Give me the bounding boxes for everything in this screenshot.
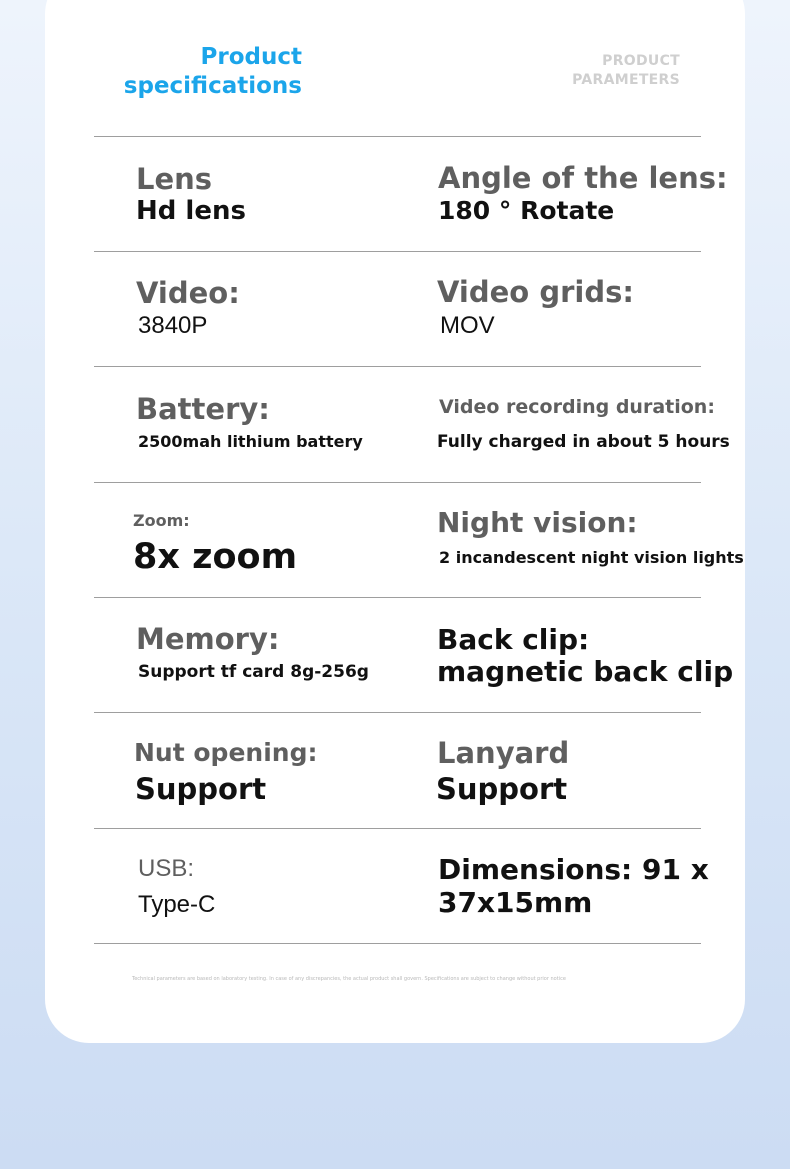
spec-value-lens-angle: 180 ° Rotate	[438, 196, 615, 225]
divider	[94, 136, 701, 137]
spec-value-memory: Support tf card 8g-256g	[138, 662, 369, 682]
page-subtitle	[540, 52, 680, 90]
subtitle-line-1: PRODUCT	[602, 53, 680, 69]
spec-value-battery: 2500mah lithium battery	[138, 432, 363, 451]
spec-value-nut-opening: Support	[135, 772, 267, 806]
title-line-1: Product	[200, 44, 302, 70]
spec-label-video: Video:	[136, 276, 240, 310]
divider	[94, 482, 701, 483]
divider	[94, 712, 701, 713]
disclaimer-footnote: Technical parameters are based on laboratory testing. In case of any discrepancies, the actual product shall govern. Specifications are subject to change without prior notice	[132, 976, 566, 982]
spec-value-night-vision: 2 incandescent night vision lights	[439, 548, 744, 567]
spec-value-usb: Type-C	[138, 891, 216, 918]
spec-value-video-grids: MOV	[440, 312, 495, 339]
spec-label-lanyard: Lanyard	[437, 736, 570, 770]
spec-label-memory: Memory:	[136, 622, 280, 656]
divider	[94, 366, 701, 367]
spec-value-zoom: 8x zoom	[133, 537, 298, 577]
divider	[94, 251, 701, 252]
spec-label-battery: Battery:	[136, 392, 270, 426]
spec-label-back-clip: Back clip:	[437, 623, 590, 656]
spec-label-recording-duration: Video recording duration:	[439, 396, 715, 418]
spec-value-lens: Hd lens	[136, 196, 246, 226]
spec-label-zoom: Zoom:	[133, 511, 190, 530]
spec-label-video-grids: Video grids:	[437, 275, 634, 309]
spec-label-night-vision: Night vision:	[437, 506, 638, 539]
title-line-2: specifications	[123, 73, 302, 99]
spec-label-dimensions: Dimensions: 91 x	[438, 853, 709, 886]
page-title	[120, 43, 302, 101]
spec-value-dimensions: 37x15mm	[438, 886, 593, 919]
spec-value-back-clip: magnetic back clip	[437, 655, 734, 688]
divider	[94, 943, 701, 944]
divider	[94, 597, 701, 598]
spec-label-nut-opening: Nut opening:	[134, 738, 318, 767]
spec-value-video: 3840P	[138, 312, 208, 339]
spec-label-lens: Lens	[136, 162, 213, 196]
spec-label-lens-angle: Angle of the lens:	[438, 161, 728, 195]
spec-value-lanyard: Support	[436, 772, 568, 806]
subtitle-line-2: PARAMETERS	[572, 72, 680, 88]
divider	[94, 828, 701, 829]
spec-label-usb: USB:	[138, 855, 195, 882]
spec-value-recording-duration: Fully charged in about 5 hours	[437, 432, 730, 452]
